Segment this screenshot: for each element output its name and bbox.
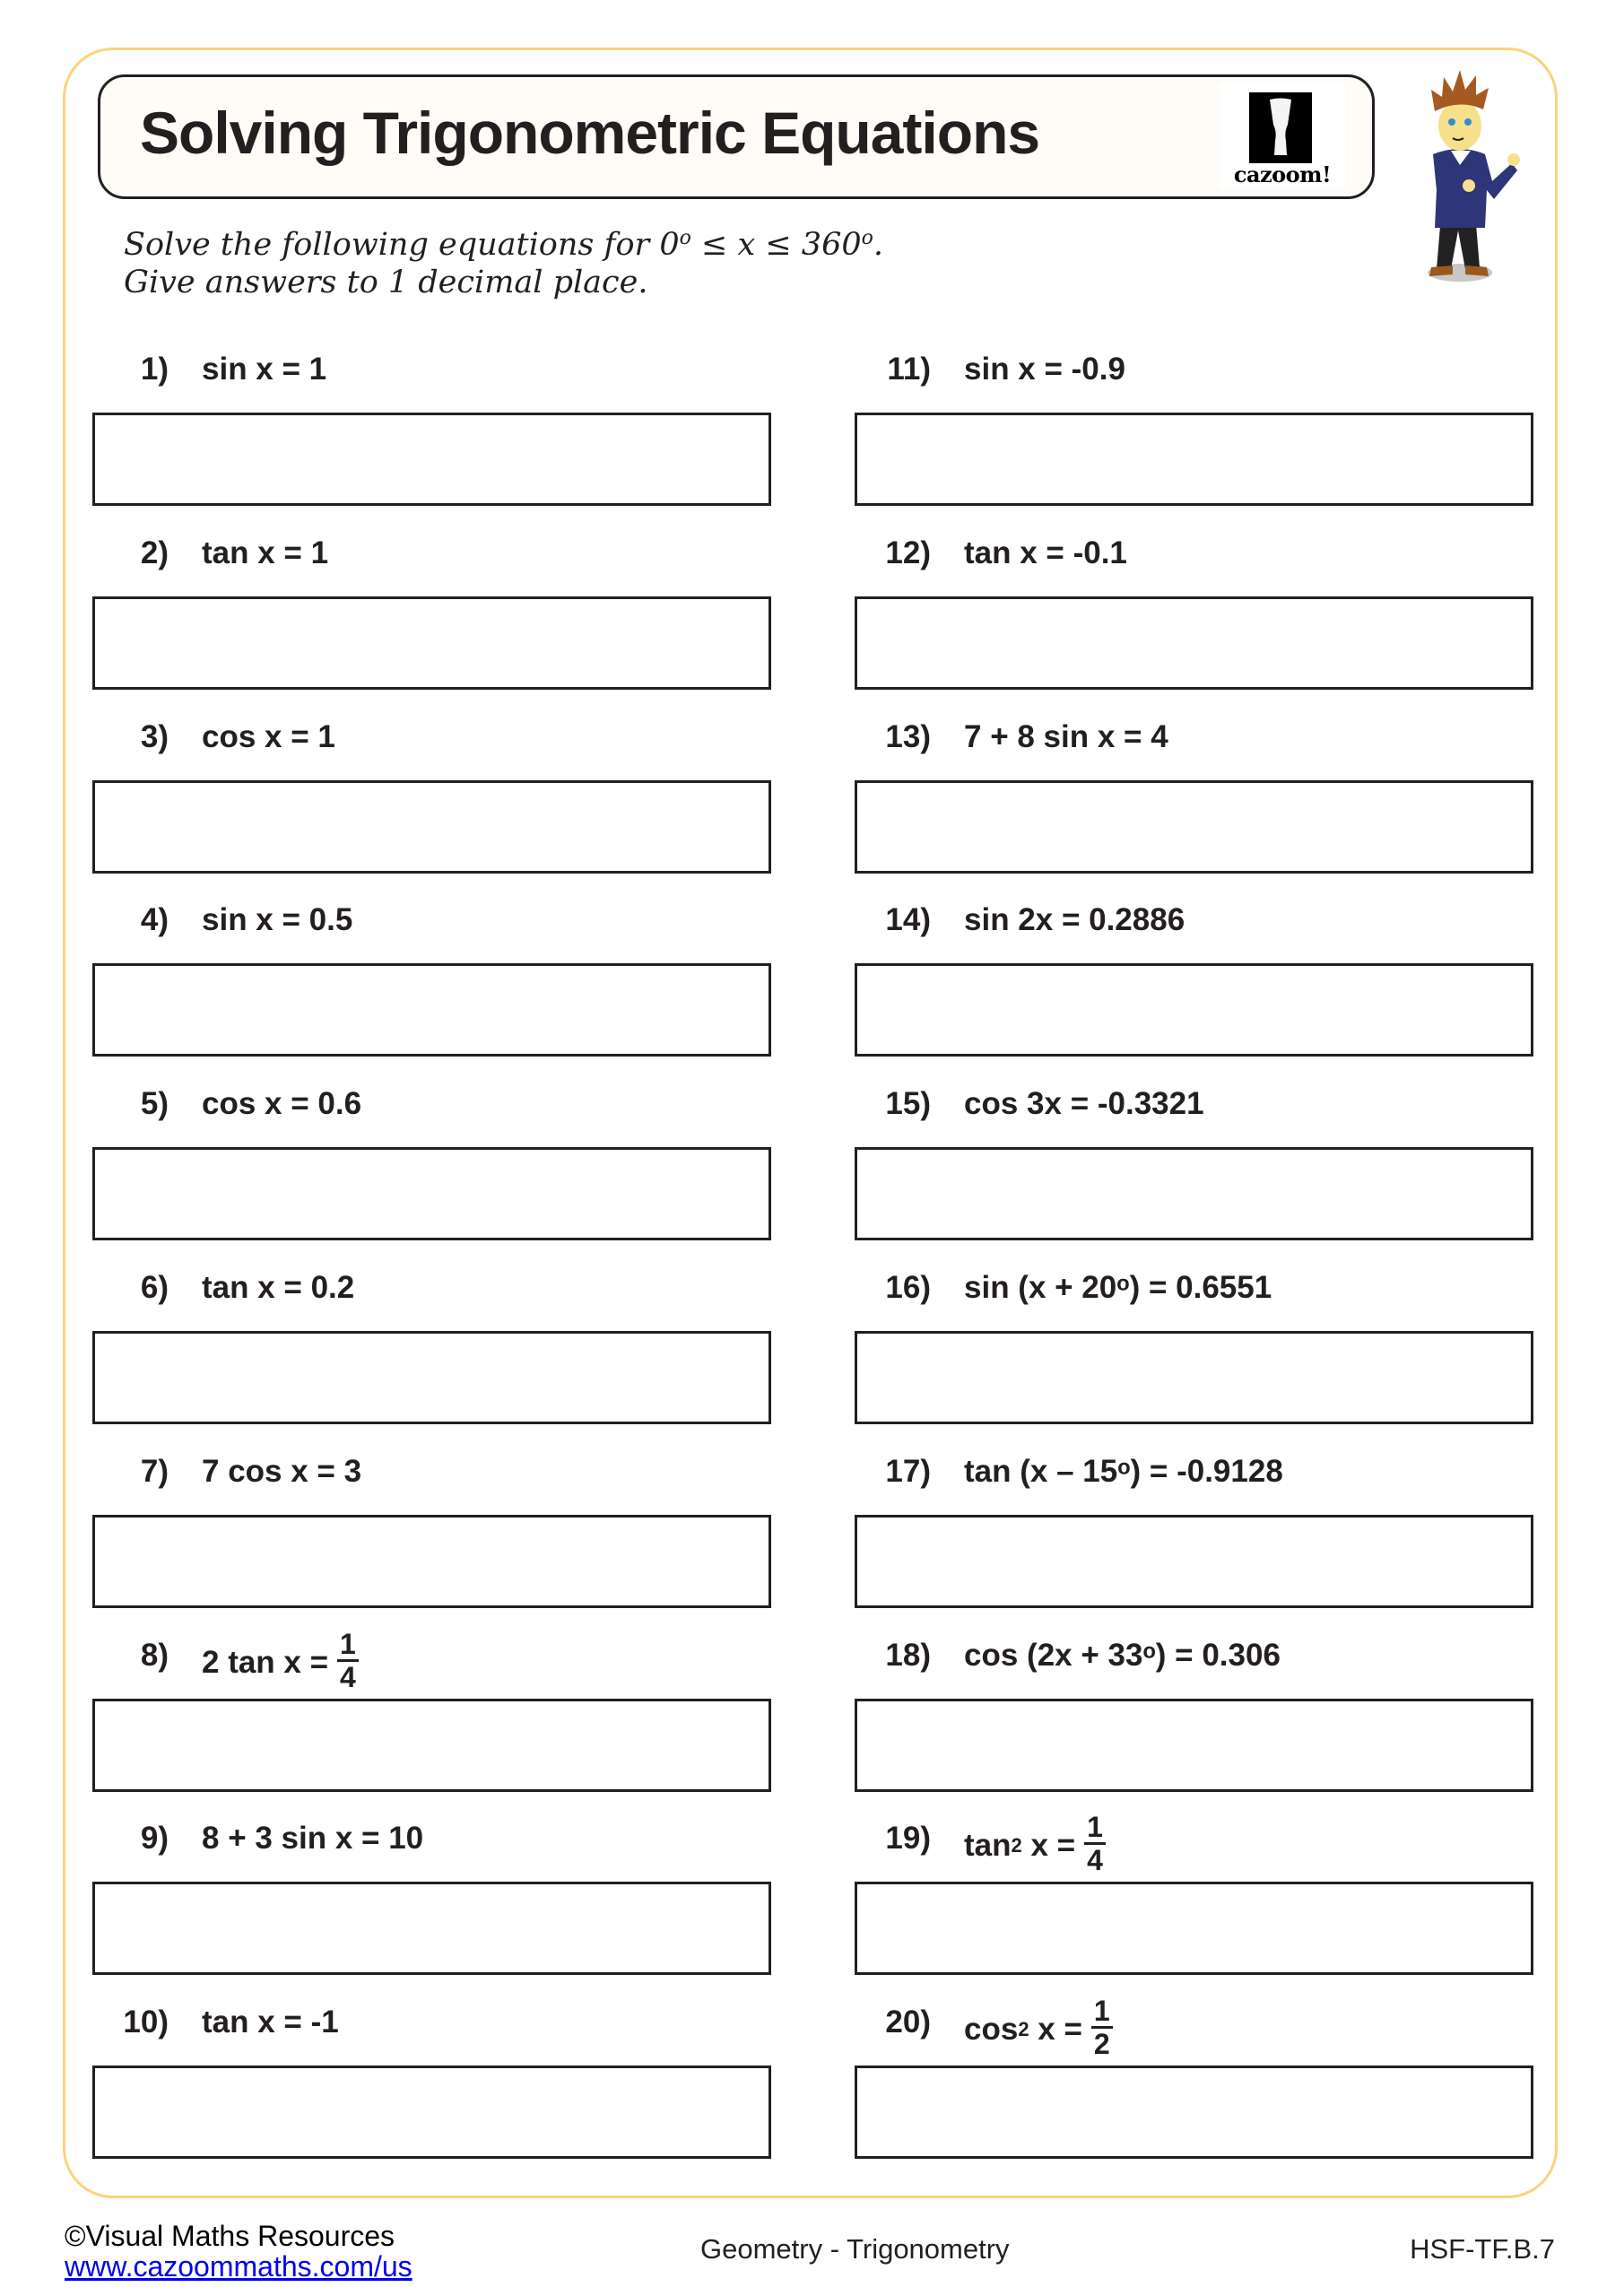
- problem-number: 16): [885, 1270, 931, 1305]
- problem-9: [92, 1815, 774, 1999]
- problem-13: [855, 714, 1536, 898]
- cazoom-logo: [1220, 83, 1345, 188]
- problem-equation: 8 + 3 sin x = 10: [202, 1821, 424, 1856]
- problem-number: 18): [885, 1638, 931, 1673]
- answer-box[interactable]: [855, 780, 1533, 874]
- problem-equation: cos 3x = -0.3321: [964, 1086, 1204, 1121]
- copyright-text: ©Visual Maths Resources: [65, 2220, 395, 2252]
- problem-equation: tan (x – 15ᵒ) = -0.9128: [964, 1454, 1283, 1489]
- problem-number: 13): [885, 719, 931, 754]
- problem-equation: sin 2x = 0.2886: [964, 902, 1185, 937]
- drum-logo-icon: [1249, 92, 1312, 163]
- answer-box[interactable]: [855, 1147, 1533, 1240]
- mascot-boy-illustration: [1406, 65, 1523, 284]
- problem-number: 14): [885, 902, 931, 937]
- problem-8: [92, 1628, 774, 1816]
- answer-box[interactable]: [855, 413, 1533, 506]
- fraction: $\frac{1}{2}$: [1091, 1996, 1113, 2059]
- title-banner: [98, 74, 1375, 199]
- footer-topic: Geometry - Trigonometry: [700, 2233, 1010, 2265]
- problem-number: 11): [887, 352, 931, 387]
- problem-16: [855, 1265, 1536, 1448]
- answer-box[interactable]: [92, 1699, 771, 1792]
- problem-15: [855, 1081, 1536, 1265]
- logo-text: cazoom!: [1233, 161, 1332, 187]
- problem-equation: tan x = 1: [202, 535, 329, 570]
- problem-equation: sin x = 0.5: [202, 902, 353, 937]
- problem-6: [92, 1265, 774, 1448]
- answer-box[interactable]: [92, 1515, 771, 1608]
- problem-number: 5): [140, 1086, 169, 1121]
- problem-number: 1): [140, 352, 169, 387]
- answer-box[interactable]: [855, 1515, 1533, 1608]
- website-link[interactable]: www.cazoommaths.com/us: [65, 2250, 413, 2283]
- problem-equation: 7 + 8 sin x = 4: [964, 719, 1168, 754]
- problem-number: 12): [885, 535, 931, 570]
- answer-box[interactable]: [92, 963, 771, 1057]
- answer-box[interactable]: [855, 1882, 1533, 1975]
- answer-box[interactable]: [855, 2066, 1533, 2159]
- problem-number: 3): [140, 719, 169, 754]
- answer-box[interactable]: [855, 1699, 1533, 1792]
- problem-equation: tan 2 x = $\frac{1}{4}$: [964, 1815, 1106, 1875]
- instructions: [124, 226, 883, 301]
- problem-number: 8): [140, 1638, 169, 1673]
- problem-number: 15): [885, 1086, 931, 1121]
- fraction: $\frac{1}{4}$: [337, 1629, 359, 1692]
- problem-17: [855, 1448, 1536, 1632]
- problem-equation: 7 cos x = 3: [202, 1454, 362, 1489]
- problem-equation: cos x = 0.6: [202, 1086, 362, 1121]
- problem-19: [855, 1811, 1536, 1999]
- problem-number: 7): [140, 1454, 169, 1489]
- problem-equation: 2 tan x = $\frac{1}{4}$: [202, 1632, 359, 1692]
- problem-number: 2): [140, 535, 169, 570]
- problem-number: 4): [140, 902, 169, 937]
- answer-box[interactable]: [92, 1882, 771, 1975]
- answer-box[interactable]: [92, 1331, 771, 1424]
- answer-box[interactable]: [92, 1147, 771, 1240]
- answer-box[interactable]: [855, 1331, 1533, 1424]
- page-title: Solving Trigonometric Equations: [140, 100, 1040, 166]
- fraction: $\frac{1}{4}$: [1084, 1812, 1106, 1875]
- problem-4: [92, 897, 774, 1081]
- answer-box[interactable]: [92, 596, 771, 690]
- problem-11: [855, 346, 1536, 530]
- problem-equation: cos x = 1: [202, 719, 335, 754]
- problem-number: 20): [885, 2005, 931, 2039]
- problem-number: 10): [123, 2005, 169, 2039]
- problem-number: 6): [140, 1270, 169, 1305]
- problem-20: [855, 1995, 1536, 2183]
- instructions-line-2: Give answers to 1 decimal place.: [124, 265, 648, 300]
- problem-5: [92, 1081, 774, 1265]
- answer-box[interactable]: [855, 596, 1533, 690]
- problem-18: [855, 1632, 1536, 1816]
- footer-copyright-block: [65, 2221, 413, 2282]
- problem-7: [92, 1448, 774, 1632]
- problem-1: [92, 346, 774, 530]
- problem-equation: tan x = -1: [202, 2005, 339, 2039]
- footer-standard-code: HSF-TF.B.7: [1410, 2233, 1555, 2265]
- problem-equation: tan x = 0.2: [202, 1270, 355, 1305]
- instructions-line-1: Solve the following equations for $0^o \le x \le 360^o$.: [124, 227, 883, 263]
- problem-2: [92, 530, 774, 714]
- problem-equation: sin x = -0.9: [964, 352, 1125, 387]
- answer-box[interactable]: [92, 2066, 771, 2159]
- problem-equation: cos (2x + 33ᵒ) = 0.306: [964, 1638, 1281, 1673]
- problem-3: [92, 714, 774, 898]
- answer-box[interactable]: [855, 963, 1533, 1057]
- problem-14: [855, 897, 1536, 1081]
- problem-equation: sin (x + 20ᵒ) = 0.6551: [964, 1270, 1272, 1305]
- problem-equation: tan x = -0.1: [964, 535, 1127, 570]
- answer-box[interactable]: [92, 413, 771, 506]
- problem-equation: sin x = 1: [202, 352, 327, 387]
- problem-number: 9): [140, 1821, 169, 1856]
- problem-equation: cos 2 x = $\frac{1}{2}$: [964, 1999, 1113, 2059]
- answer-box[interactable]: [92, 780, 771, 874]
- problem-number: 19): [885, 1821, 931, 1856]
- problem-number: 17): [885, 1454, 931, 1489]
- problem-12: [855, 530, 1536, 714]
- problem-10: [92, 1999, 774, 2183]
